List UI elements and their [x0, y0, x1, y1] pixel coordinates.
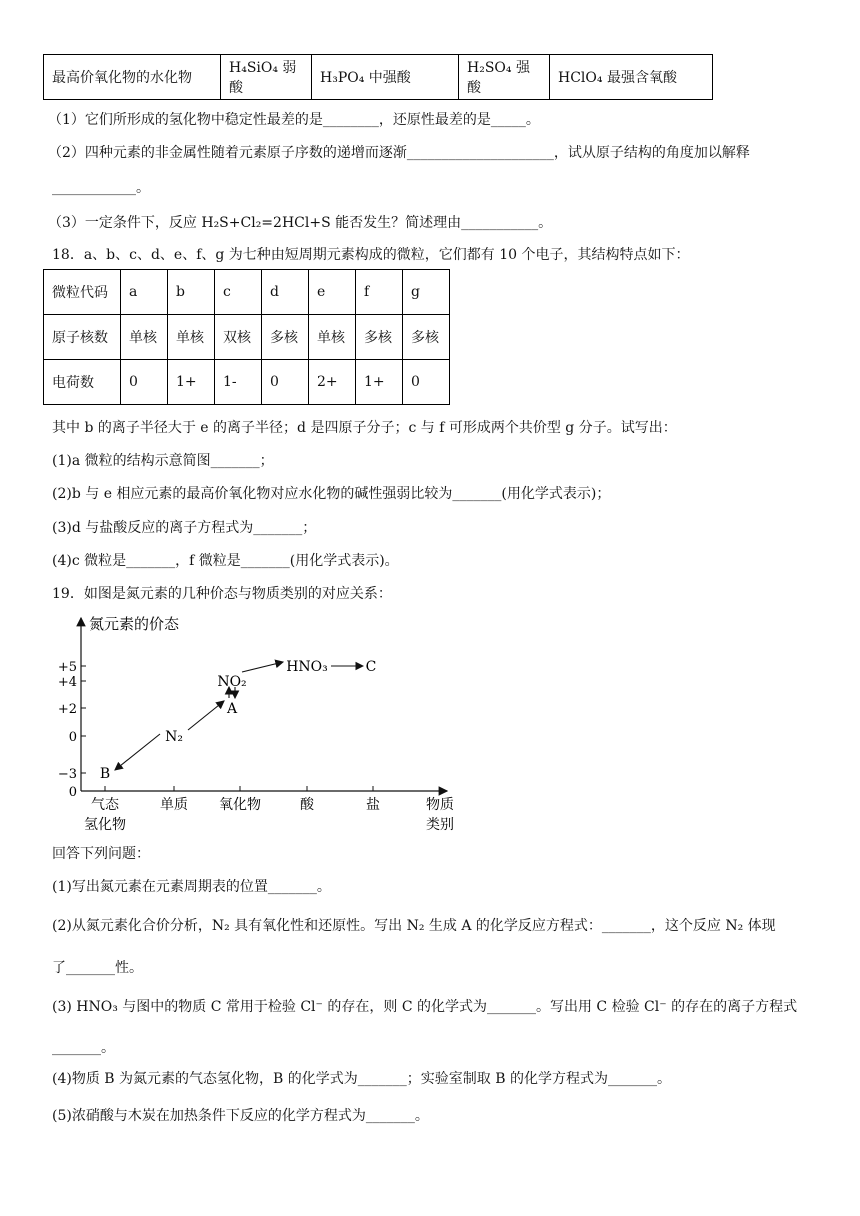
table-row — [44, 315, 450, 360]
x-axis-label: 物质 — [426, 797, 454, 813]
x-tick-label: 酸 — [300, 797, 314, 813]
table-cell: 多核 — [356, 315, 403, 360]
table-cell: H₄SiO₄ 弱酸 — [221, 55, 312, 100]
x-axis-label: 类别 — [426, 817, 454, 833]
table-row — [44, 360, 450, 405]
q18-sub2: (2)b 与 e 相应元素的最高价氧化物对应水化物的碱性强弱比较为_______(用化学式表示)； — [52, 486, 611, 502]
q18-sub1: (1)a 微粒的结构示意简图_______； — [52, 453, 274, 469]
table-cell: 0 — [403, 360, 450, 405]
q19-sub2-cont: 了_______性。 — [52, 960, 143, 976]
table-cell: 单核 — [309, 315, 356, 360]
x-tick-label: 盐 — [366, 797, 380, 813]
table-cell: 2+ — [309, 360, 356, 405]
q19-answer-intro: 回答下列问题： — [52, 846, 150, 862]
table-cell: 0 — [262, 360, 309, 405]
table-cell: f — [356, 270, 403, 315]
q17-part2: （2）四种元素的非金属性随着元素原子序数的递增而逐渐_____________________，试从原子结构的角度加以解释 — [48, 145, 750, 161]
table-cell: 0 — [121, 360, 168, 405]
y-tick-label: 0 — [68, 730, 77, 745]
table-cell: 双核 — [215, 315, 262, 360]
q17-part1: （1）它们所形成的氢化物中稳定性最差的是________，还原性最差的是_____。 — [48, 112, 540, 128]
point-label-C: C — [365, 659, 377, 675]
table-cell: d — [262, 270, 309, 315]
x-tick-label: 气态 — [91, 797, 119, 813]
q19-sub3-cont: _______。 — [52, 1040, 115, 1056]
x-tick-label: 氢化物 — [84, 817, 126, 833]
table-cell: 单核 — [121, 315, 168, 360]
nitrogen-valence-chart — [55, 608, 455, 838]
table-cell: H₂SO₄ 强酸 — [459, 55, 550, 100]
q17-part2-cont: ____________。 — [52, 180, 150, 196]
table-cell: 1+ — [168, 360, 215, 405]
point-label-N: N₂ — [165, 729, 183, 745]
q19-sub5: (5)浓硝酸与木炭在加热条件下反应的化学方程式为_______。 — [52, 1108, 429, 1124]
table-cell: H₃PO₄ 中强酸 — [312, 55, 459, 100]
q19-sub3: (3) HNO₃ 与图中的物质 C 常用于检验 Cl⁻ 的存在，则 C 的化学式为_______。写出用 C 检验 Cl⁻ 的存在的离子方程式 — [52, 999, 798, 1015]
table-cell: 最高价氧化物的水化物 — [44, 55, 221, 100]
x-tick-label: 单质 — [160, 797, 188, 813]
q19-sub4: (4)物质 B 为氮元素的气态氢化物，B 的化学式为_______；实验室制取 B 的化学方程式为_______。 — [52, 1071, 671, 1087]
table-cell: 1- — [215, 360, 262, 405]
q19-sub2: (2)从氮元素化合价分析，N₂ 具有氧化性和还原性。写出 N₂ 生成 A 的化学反应方程式：_______，这个反应 N₂ 体现 — [52, 918, 776, 934]
y-tick-label: 0 — [68, 785, 77, 800]
arrow-n2-b — [115, 734, 160, 770]
table-cell: 多核 — [403, 315, 450, 360]
acid-table — [43, 54, 713, 100]
y-tick-label: +5 — [57, 660, 77, 675]
table-cell: 单核 — [168, 315, 215, 360]
particle-table — [43, 269, 450, 405]
table-cell: b — [168, 270, 215, 315]
arrow-no2-hno3 — [242, 662, 283, 672]
table-cell: 微粒代码 — [44, 270, 121, 315]
arrow-n2-a — [188, 701, 224, 730]
q18-sub3: (3)d 与盐酸反应的离子方程式为_______； — [52, 520, 317, 536]
table-cell: a — [121, 270, 168, 315]
point-label-NO: NO₂ — [217, 674, 247, 690]
q19-sub1: (1)写出氮元素在元素周期表的位置_______。 — [52, 879, 331, 895]
y-axis-label: 氮元素的价态 — [89, 615, 180, 633]
y-tick-label: +2 — [57, 702, 77, 717]
x-tick-label: 氧化物 — [219, 797, 261, 813]
q18-stem: 18．a、b、c、d、e、f、g 为七种由短周期元素构成的微粒，它们都有 10 个电子，其结构特点如下： — [52, 247, 690, 263]
table-cell: 多核 — [262, 315, 309, 360]
y-tick-label: −3 — [57, 767, 77, 782]
point-label-B: B — [99, 766, 111, 782]
point-label-HNO: HNO₃ — [286, 659, 328, 675]
q18-sub4: (4)c 微粒是_______，f 微粒是_______(用化学式表示)。 — [52, 553, 399, 569]
table-cell: e — [309, 270, 356, 315]
q19-stem: 19．如图是氮元素的几种价态与物质类别的对应关系： — [52, 586, 392, 602]
table-cell: HClO₄ 最强含氧酸 — [550, 55, 713, 100]
point-label-A: A — [226, 701, 238, 717]
table-cell: g — [403, 270, 450, 315]
table-cell: 1+ — [356, 360, 403, 405]
table-row — [44, 270, 450, 315]
q18-note: 其中 b 的离子半径大于 e 的离子半径；d 是四原子分子；c 与 f 可形成两个共价型 g 分子。试写出： — [52, 420, 677, 436]
q17-part3: （3）一定条件下，反应 H₂S+Cl₂=2HCl+S 能否发生？简述理由___________。 — [48, 215, 553, 231]
table-row — [44, 55, 713, 100]
table-cell: 电荷数 — [44, 360, 121, 405]
y-tick-label: +4 — [57, 675, 77, 690]
table-cell: c — [215, 270, 262, 315]
table-cell: 原子核数 — [44, 315, 121, 360]
